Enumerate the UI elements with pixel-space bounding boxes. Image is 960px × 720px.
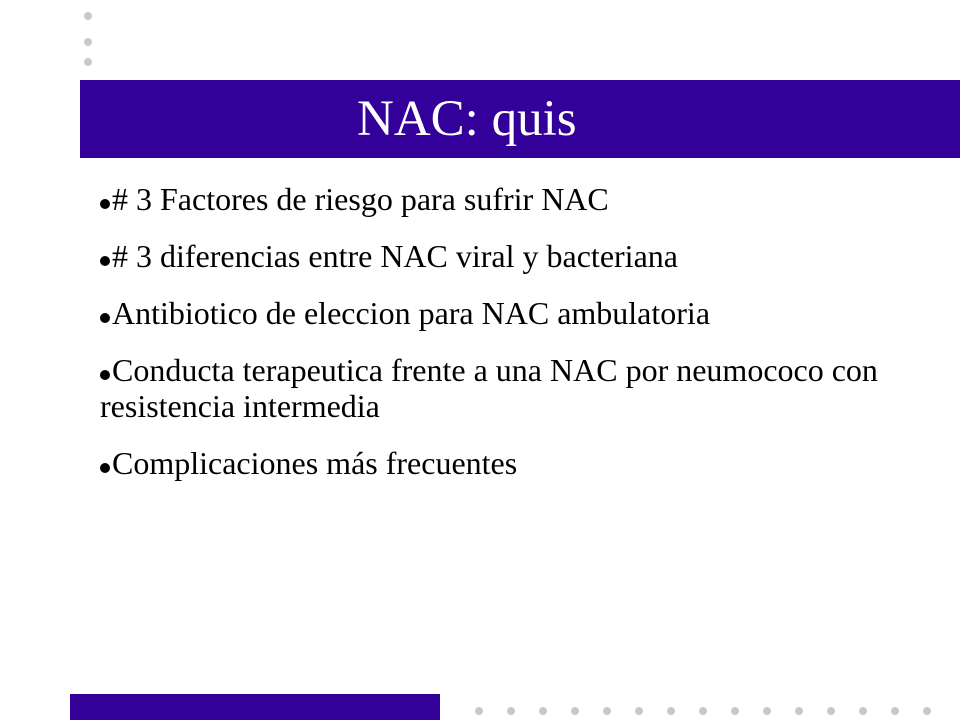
bullet-item-differences [100, 238, 920, 274]
decorative-dot [795, 707, 803, 715]
decorative-dot [84, 58, 92, 66]
bullet-icon [100, 256, 110, 266]
bullet-item-risk-factors [100, 181, 920, 217]
bullet-icon [100, 463, 110, 473]
decorative-dot [84, 38, 92, 46]
bullet-text: Conducta terapeutica frente a una NAC por neumococo con resistencia intermedia [100, 352, 878, 424]
bullet-text: Antibiotico de eleccion para NAC ambulatoria [112, 295, 711, 331]
decorative-dot [667, 707, 675, 715]
decorative-dot [859, 707, 867, 715]
bullet-icon [100, 313, 110, 323]
decorative-dot [603, 707, 611, 715]
decorative-dot [699, 707, 707, 715]
decorative-dot [571, 707, 579, 715]
bullet-list [100, 181, 920, 502]
decorative-dot [923, 707, 931, 715]
bullet-item-therapeutic-conduct [100, 352, 920, 424]
decorative-dot [891, 707, 899, 715]
decorative-dot [475, 707, 483, 715]
bullet-text: # 3 diferencias entre NAC viral y bacteriana [112, 238, 678, 274]
bullet-text: # 3 Factores de riesgo para sufrir NAC [112, 181, 609, 217]
bullet-item-antibiotic [100, 295, 920, 331]
bullet-icon [100, 199, 110, 209]
decorative-dot [539, 707, 547, 715]
decorative-dot [635, 707, 643, 715]
decorative-dot [507, 707, 515, 715]
bullet-text: Complicaciones más frecuentes [112, 445, 518, 481]
decorative-dot [731, 707, 739, 715]
bullet-item-complications [100, 445, 920, 481]
footer-bar [70, 694, 440, 720]
slide-title: NAC: quis [357, 91, 577, 147]
bullet-icon [100, 370, 110, 380]
title-bar [80, 80, 960, 158]
decorative-dot [84, 12, 92, 20]
decorative-dot [827, 707, 835, 715]
decorative-dot [763, 707, 771, 715]
